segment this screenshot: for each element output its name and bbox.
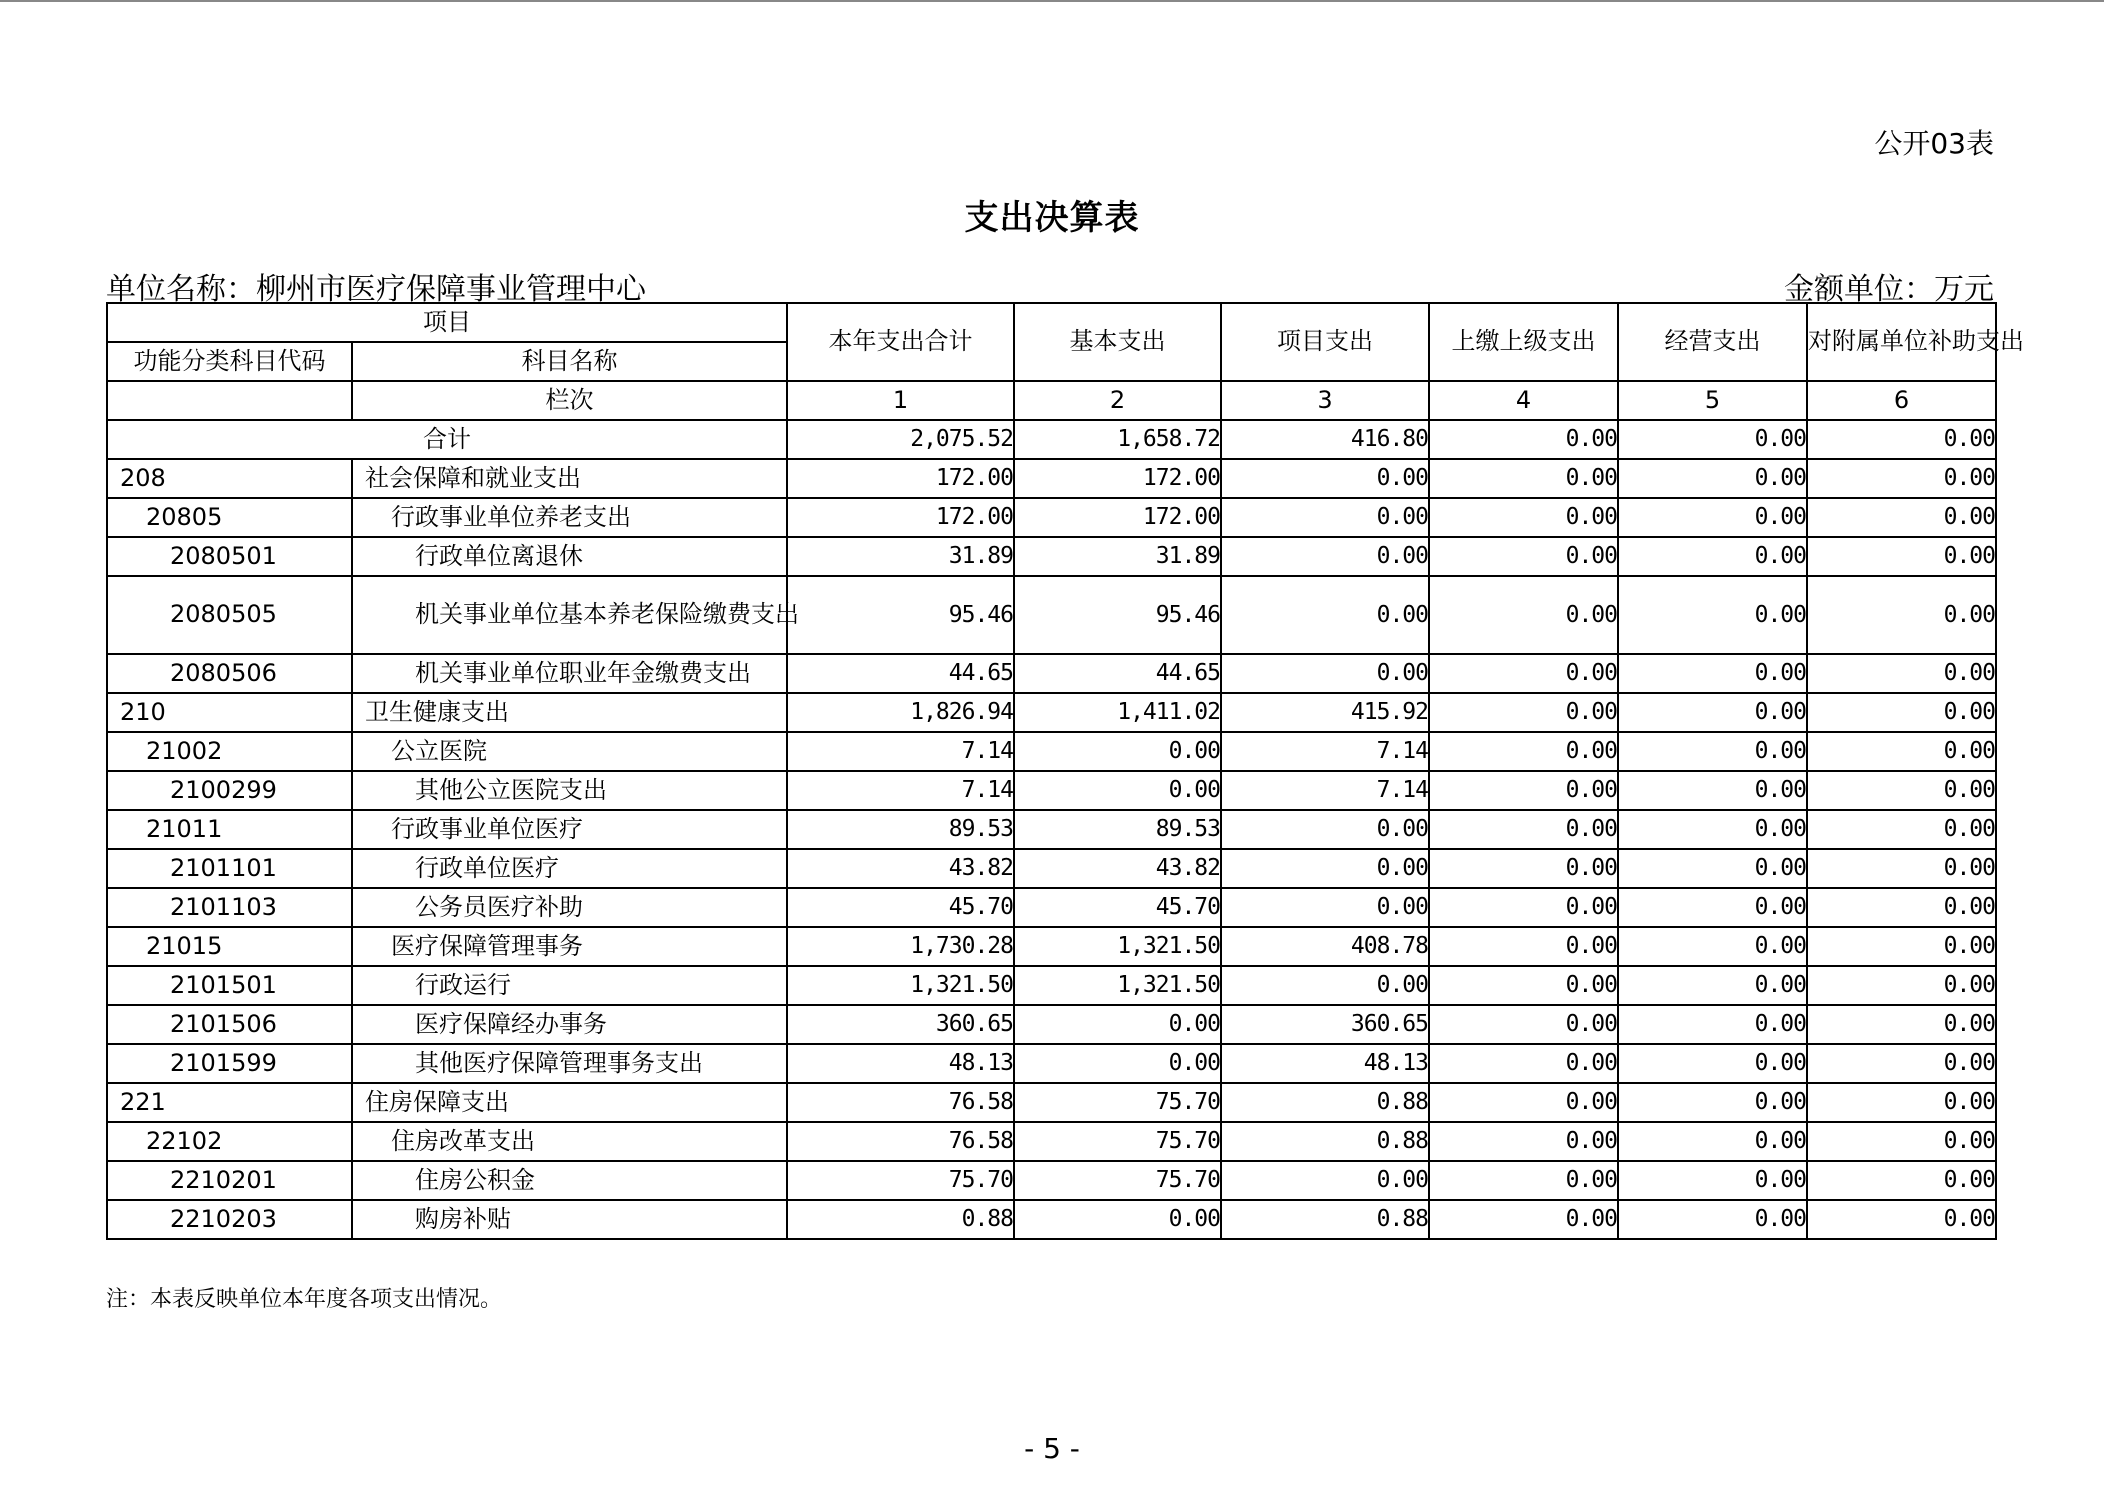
- amount-cell: 0.00: [1014, 1200, 1221, 1239]
- subject-code: 2080506: [107, 654, 352, 693]
- table-row: [107, 1161, 1996, 1200]
- amount-cell: 0.00: [1429, 732, 1618, 771]
- amount-cell: 1,411.02: [1014, 693, 1221, 732]
- subject-code: 22102: [107, 1122, 352, 1161]
- subject-code: 210: [107, 693, 352, 732]
- total-value: 0.00: [1807, 420, 1996, 459]
- amount-cell: 0.00: [1429, 888, 1618, 927]
- footnote: 注：本表反映单位本年度各项支出情况。: [106, 1287, 503, 1312]
- amount-cell: 0.00: [1429, 498, 1618, 537]
- amount-cell: 75.70: [1014, 1161, 1221, 1200]
- amount-cell: 0.00: [1221, 654, 1429, 693]
- subject-code: 2100299: [107, 771, 352, 810]
- amount-cell: 0.00: [1807, 693, 1996, 732]
- amount-cell: 75.70: [787, 1161, 1014, 1200]
- amount-cell: 172.00: [787, 459, 1014, 498]
- subject-code: 21011: [107, 810, 352, 849]
- header-total: 本年支出合计: [787, 303, 1014, 381]
- amount-cell: 0.00: [1221, 576, 1429, 654]
- subject-name: 机关事业单位基本养老保险缴费支出: [352, 576, 787, 654]
- amount-cell: 360.65: [1221, 1005, 1429, 1044]
- total-value: 0.00: [1429, 420, 1618, 459]
- subject-code: 21002: [107, 732, 352, 771]
- subject-code: 208: [107, 459, 352, 498]
- subject-name: 社会保障和就业支出: [352, 459, 787, 498]
- total-row: [107, 420, 1996, 459]
- amount-cell: 0.00: [1807, 810, 1996, 849]
- amount-cell: 0.00: [1429, 1005, 1618, 1044]
- amount-cell: 0.00: [1618, 1200, 1807, 1239]
- subject-name: 住房保障支出: [352, 1083, 787, 1122]
- amount-cell: 0.00: [1807, 1044, 1996, 1083]
- subject-code: 2080505: [107, 576, 352, 654]
- subject-code: 2080501: [107, 537, 352, 576]
- header-name: 科目名称: [352, 342, 787, 381]
- amount-cell: 0.00: [1618, 1044, 1807, 1083]
- index-row: [107, 381, 1996, 420]
- table-row: [107, 771, 1996, 810]
- amount-cell: 89.53: [787, 810, 1014, 849]
- table-row: [107, 498, 1996, 537]
- amount-cell: 0.00: [1429, 693, 1618, 732]
- amount-cell: 408.78: [1221, 927, 1429, 966]
- amount-cell: 0.00: [1429, 1083, 1618, 1122]
- amount-cell: 31.89: [787, 537, 1014, 576]
- amount-cell: 0.00: [1618, 732, 1807, 771]
- table-row: [107, 732, 1996, 771]
- subject-name: 购房补贴: [352, 1200, 787, 1239]
- header-subsidy: 对附属单位补助支出: [1807, 303, 1996, 381]
- table-row: [107, 888, 1996, 927]
- amount-cell: 95.46: [787, 576, 1014, 654]
- amount-cell: 0.00: [1221, 810, 1429, 849]
- amount-cell: 0.00: [1807, 1200, 1996, 1239]
- amount-cell: 0.00: [1807, 1161, 1996, 1200]
- subject-name: 行政事业单位医疗: [352, 810, 787, 849]
- subject-name: 行政单位离退休: [352, 537, 787, 576]
- amount-cell: 95.46: [1014, 576, 1221, 654]
- amount-cell: 172.00: [787, 498, 1014, 537]
- subject-code: 2101599: [107, 1044, 352, 1083]
- index-num: 4: [1429, 381, 1618, 420]
- amount-cell: 7.14: [1221, 771, 1429, 810]
- subject-code: 2101501: [107, 966, 352, 1005]
- expenditure-table: [106, 302, 2024, 1240]
- amount-cell: 0.00: [1807, 771, 1996, 810]
- amount-cell: 172.00: [1014, 498, 1221, 537]
- table-row: [107, 927, 1996, 966]
- amount-cell: 0.00: [1221, 849, 1429, 888]
- amount-cell: 44.65: [787, 654, 1014, 693]
- amount-cell: 0.00: [1807, 1005, 1996, 1044]
- subject-code: 20805: [107, 498, 352, 537]
- amount-cell: 43.82: [787, 849, 1014, 888]
- amount-cell: 1,321.50: [1014, 927, 1221, 966]
- subject-code: 2101101: [107, 849, 352, 888]
- amount-cell: 0.00: [1618, 459, 1807, 498]
- subject-name: 行政单位医疗: [352, 849, 787, 888]
- subject-name: 其他公立医院支出: [352, 771, 787, 810]
- amount-cell: 0.00: [1221, 459, 1429, 498]
- amount-cell: 0.00: [1807, 1122, 1996, 1161]
- amount-cell: 415.92: [1221, 693, 1429, 732]
- amount-cell: 0.00: [1807, 537, 1996, 576]
- amount-cell: 0.88: [1221, 1122, 1429, 1161]
- header-upper: 上缴上级支出: [1429, 303, 1618, 381]
- amount-cell: 0.00: [1618, 810, 1807, 849]
- subject-name: 卫生健康支出: [352, 693, 787, 732]
- amount-cell: 0.00: [1807, 654, 1996, 693]
- table-row: [107, 810, 1996, 849]
- subject-name: 其他医疗保障管理事务支出: [352, 1044, 787, 1083]
- amount-cell: 1,321.50: [1014, 966, 1221, 1005]
- total-value: 416.80: [1221, 420, 1429, 459]
- subject-name: 公务员医疗补助: [352, 888, 787, 927]
- subject-name: 医疗保障管理事务: [352, 927, 787, 966]
- amount-cell: 0.00: [1807, 459, 1996, 498]
- index-num: 2: [1014, 381, 1221, 420]
- amount-cell: 0.00: [1014, 771, 1221, 810]
- page-number: - 5 -: [1024, 1432, 1080, 1465]
- total-value: 0.00: [1618, 420, 1807, 459]
- subject-code: 21015: [107, 927, 352, 966]
- amount-cell: 0.00: [1221, 537, 1429, 576]
- amount-cell: 76.58: [787, 1083, 1014, 1122]
- amount-cell: 0.00: [1429, 1161, 1618, 1200]
- amount-cell: 0.00: [1221, 966, 1429, 1005]
- table-row: [107, 693, 1996, 732]
- subject-name: 行政事业单位养老支出: [352, 498, 787, 537]
- unit-name: 单位名称：柳州市医疗保障事业管理中心: [106, 272, 646, 307]
- amount-cell: 0.88: [1221, 1200, 1429, 1239]
- amount-cell: 0.00: [1014, 1044, 1221, 1083]
- amount-cell: 0.00: [1807, 1083, 1996, 1122]
- header-project: 项目: [107, 303, 787, 342]
- amount-cell: 48.13: [787, 1044, 1014, 1083]
- amount-cell: 7.14: [1221, 732, 1429, 771]
- amount-cell: 45.70: [1014, 888, 1221, 927]
- amount-cell: 0.00: [1618, 537, 1807, 576]
- amount-cell: 0.00: [1429, 1122, 1618, 1161]
- amount-cell: 0.00: [1618, 927, 1807, 966]
- header-basic: 基本支出: [1014, 303, 1221, 381]
- amount-cell: 0.00: [1618, 693, 1807, 732]
- amount-cell: 1,826.94: [787, 693, 1014, 732]
- header-project-exp: 项目支出: [1221, 303, 1429, 381]
- total-label: 合计: [107, 420, 787, 459]
- subject-name: 住房公积金: [352, 1161, 787, 1200]
- subject-name: 机关事业单位职业年金缴费支出: [352, 654, 787, 693]
- page-title: 支出决算表: [964, 198, 1140, 238]
- table-row: [107, 1005, 1996, 1044]
- amount-cell: 48.13: [1221, 1044, 1429, 1083]
- amount-cell: 0.00: [1618, 771, 1807, 810]
- amount-cell: 1,730.28: [787, 927, 1014, 966]
- total-value: 2,075.52: [787, 420, 1014, 459]
- index-num: 3: [1221, 381, 1429, 420]
- amount-cell: 45.70: [787, 888, 1014, 927]
- amount-cell: 0.00: [1429, 1200, 1618, 1239]
- top-border: [0, 0, 2104, 2]
- table-row: [107, 1200, 1996, 1239]
- table-row: [107, 1083, 1996, 1122]
- amount-cell: 0.00: [1014, 1005, 1221, 1044]
- header-code: 功能分类科目代码: [107, 342, 352, 381]
- form-number: 公开03表: [1874, 127, 1994, 160]
- amount-cell: 0.00: [1807, 927, 1996, 966]
- amount-cell: 0.00: [1618, 1122, 1807, 1161]
- amount-cell: 0.00: [1221, 1161, 1429, 1200]
- header-business: 经营支出: [1618, 303, 1807, 381]
- amount-cell: 0.00: [1429, 927, 1618, 966]
- amount-cell: 76.58: [787, 1122, 1014, 1161]
- amount-cell: 0.00: [1429, 537, 1618, 576]
- amount-cell: 75.70: [1014, 1122, 1221, 1161]
- subject-code: 2210201: [107, 1161, 352, 1200]
- amount-cell: 0.00: [1807, 849, 1996, 888]
- amount-cell: 0.00: [1429, 1044, 1618, 1083]
- table-row: [107, 966, 1996, 1005]
- amount-unit: 金额单位：万元: [1784, 272, 1994, 307]
- amount-cell: 0.00: [1429, 459, 1618, 498]
- amount-cell: 0.00: [1618, 966, 1807, 1005]
- index-num: 1: [787, 381, 1014, 420]
- amount-cell: 0.00: [1618, 1161, 1807, 1200]
- amount-cell: 0.00: [1807, 966, 1996, 1005]
- amount-cell: 0.00: [1807, 732, 1996, 771]
- subject-name: 公立医院: [352, 732, 787, 771]
- amount-cell: 172.00: [1014, 459, 1221, 498]
- amount-cell: 31.89: [1014, 537, 1221, 576]
- amount-cell: 7.14: [787, 771, 1014, 810]
- subject-name: 住房改革支出: [352, 1122, 787, 1161]
- amount-cell: 0.88: [1221, 1083, 1429, 1122]
- table-row: [107, 459, 1996, 498]
- amount-cell: 0.00: [1221, 888, 1429, 927]
- table-row: [107, 1122, 1996, 1161]
- table-row: [107, 1044, 1996, 1083]
- table-row: [107, 654, 1996, 693]
- amount-cell: 0.00: [1618, 654, 1807, 693]
- amount-cell: 75.70: [1014, 1083, 1221, 1122]
- amount-cell: 43.82: [1014, 849, 1221, 888]
- amount-cell: 0.88: [787, 1200, 1014, 1239]
- index-num: 6: [1807, 381, 1996, 420]
- subject-code: 2101506: [107, 1005, 352, 1044]
- amount-cell: 44.65: [1014, 654, 1221, 693]
- amount-cell: 0.00: [1429, 654, 1618, 693]
- amount-cell: 89.53: [1014, 810, 1221, 849]
- table-row: [107, 849, 1996, 888]
- table-row: [107, 537, 1996, 576]
- amount-cell: 0.00: [1618, 576, 1807, 654]
- amount-cell: 360.65: [787, 1005, 1014, 1044]
- subject-code: 2210203: [107, 1200, 352, 1239]
- table-body: [107, 420, 1996, 1239]
- subject-code: 221: [107, 1083, 352, 1122]
- amount-cell: 0.00: [1807, 576, 1996, 654]
- amount-cell: 0.00: [1429, 810, 1618, 849]
- amount-cell: 0.00: [1429, 966, 1618, 1005]
- subject-code: 2101103: [107, 888, 352, 927]
- amount-cell: 0.00: [1221, 498, 1429, 537]
- index-num: 5: [1618, 381, 1807, 420]
- amount-cell: 0.00: [1618, 849, 1807, 888]
- amount-cell: 0.00: [1618, 1005, 1807, 1044]
- amount-cell: 0.00: [1429, 576, 1618, 654]
- total-value: 1,658.72: [1014, 420, 1221, 459]
- amount-cell: 0.00: [1807, 498, 1996, 537]
- index-label: 栏次: [352, 381, 787, 420]
- amount-cell: 7.14: [787, 732, 1014, 771]
- amount-cell: 0.00: [1807, 888, 1996, 927]
- amount-cell: 0.00: [1618, 498, 1807, 537]
- amount-cell: 0.00: [1014, 732, 1221, 771]
- amount-cell: 0.00: [1429, 849, 1618, 888]
- amount-cell: 0.00: [1618, 888, 1807, 927]
- index-empty: [107, 381, 352, 420]
- subject-name: 行政运行: [352, 966, 787, 1005]
- table-row: [107, 576, 1996, 654]
- amount-cell: 1,321.50: [787, 966, 1014, 1005]
- amount-cell: 0.00: [1618, 1083, 1807, 1122]
- amount-cell: 0.00: [1429, 771, 1618, 810]
- subject-name: 医疗保障经办事务: [352, 1005, 787, 1044]
